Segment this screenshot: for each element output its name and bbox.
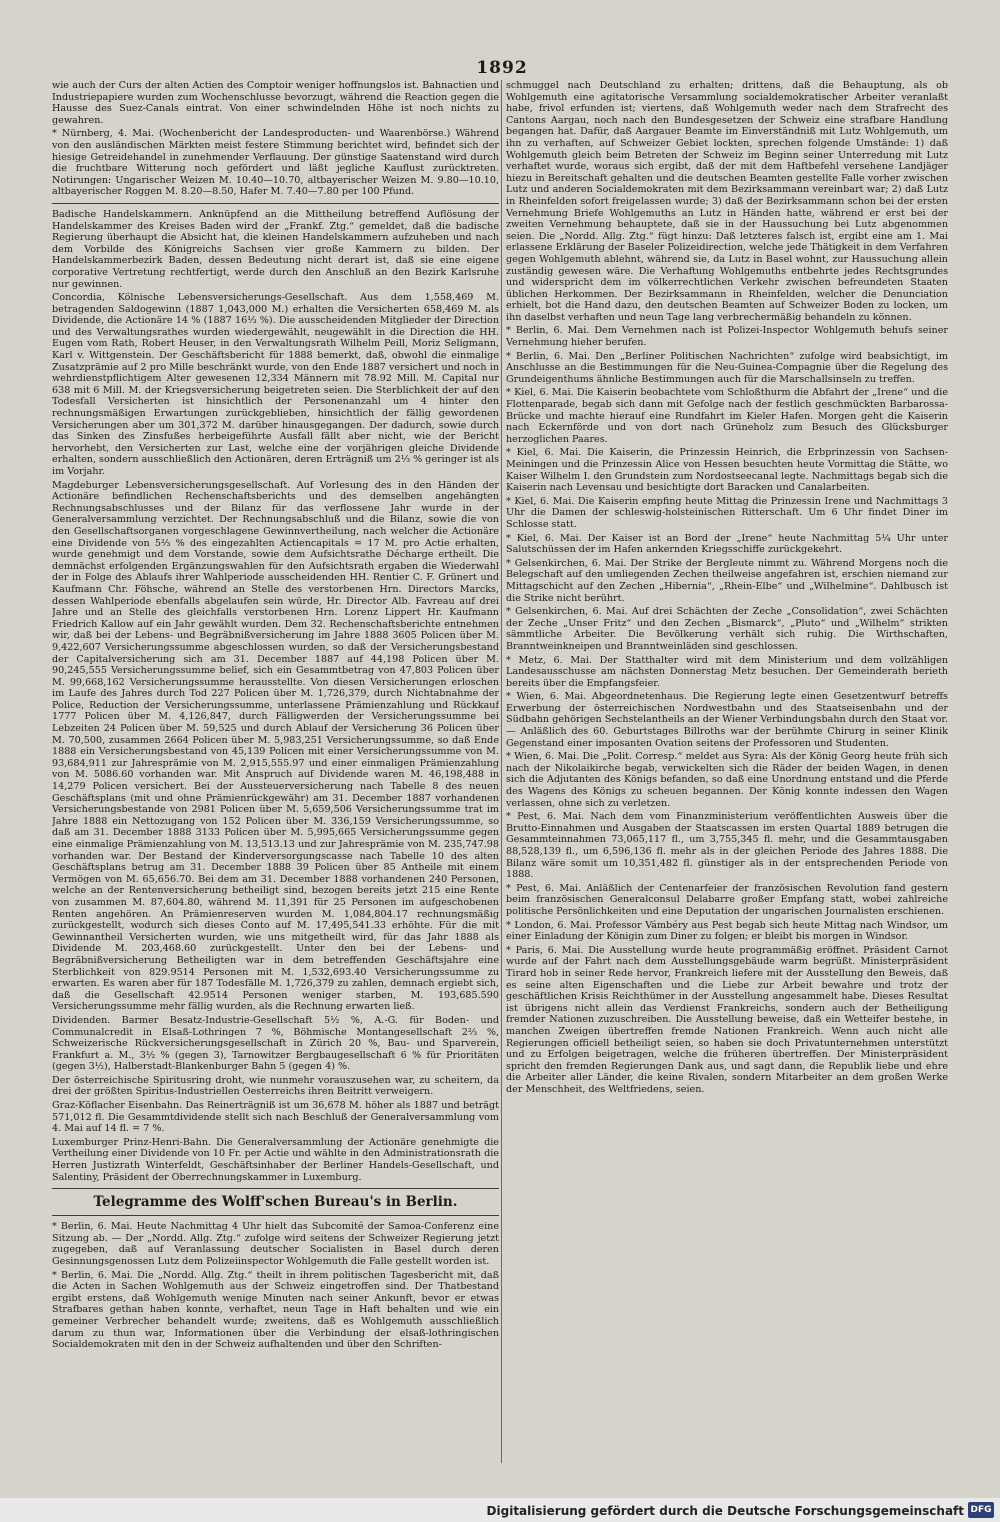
article-paragraph: Der österreichische Spiritusring droht, wie nunmehr vorauszusehen war, zu scheitern, da drei der größten Spiritus-Industriellen Oesterreichs ihren Beitritt verweigern. (52, 1074, 499, 1098)
telegram-paragraph: * Wien, 6. Mai. Die „Polit. Corresp.“ meldet aus Syra: Als der König Georg heute früh sich nach der Nikolaikirche begab, verwickelten sich die Räder der beiden Wagen, in denen sich die Adjutanten des Königs befanden, so daß eine Unordnung entstand und die Pferde des Wagens des Königs zu scheuen begannen. Der König konnte indessen den Wagen verlassen, ohne sich zu verletzen. (506, 751, 948, 809)
telegram-paragraph: * Kiel, 6. Mai. Die Kaiserin empfing heute Mittag die Prinzessin Irene und Nachmittags 3 Uhr die Damen der schleswig-holsteinischen Ritterschaft. Um 6 Uhr findet Diner im Schlosse statt. (506, 495, 948, 530)
telegram-heading: Telegramme des Wolff'schen Bureau's in Berlin. (93, 1194, 458, 1211)
article-paragraph: Concordia, Kölnische Lebensversicherungs-Gesellschaft. Aus dem 1,558,469 M. betragenden Saldogewinn (1887 1,043,000 M.) erhalten die Versicherten 658,469 M. als Dividende, die Actionäre 14 % (1887 16⅓ %). Die ausscheidenden Mitglieder der Direction und des Verwaltungsrathes wurden wiedergewählt, neugewählt in die Direction die HH. Eugen vom Rath, Robert Heuser, in den Verwaltungsrath Wilhelm Peill, Moriz Seligmann, Karl v. Wittgenstein. Der Geschäftsbericht für 1888 bemerkt, daß, obwohl die einmalige Zusatzprämie auf 2 pro Mille beschränkt wurde, von den Ende 1887 versichert und noch in wehrdienstpflichtigem Alter gewesenen 12,334 Männern mit 78.92 Mill. M. Capital nur 638 mit 6 Mill. M. der Kriegsversicherung beigetreten seien. Die Sterblichkeit der auf den Todesfall Versicherten ist hinsichtlich der Personenanzahl um 4 hinter den rechnungsmäßigen Erwartungen zurückgeblieben, hinsichtlich der fällig gewordenen Versicherungen aber um 301,372 M. darüber hinausgegangen. Der dadurch, sowie durch das Sinken des Zinsfußes herbeigeführte Ausfall fällt aber nicht, wie der Bericht hervorhebt, den Versicherten zur Last, welche eine der vorjährigen gleiche Dividende erhalten, sondern ausschließlich den Actionären, deren Erträgniß um 2⅓ % geringer ist als im Vorjahr. (52, 292, 499, 477)
divider (52, 203, 499, 204)
divider (52, 1188, 499, 1189)
right-column (506, 80, 948, 1463)
article-paragraph: Magdeburger Lebensversicherungsgesellschaft. Auf Vorlesung des in den Händen der Actionäre befindlichen Rechenschaftsberichts und des demselben angehängten Rechnungsabschlusses und der Bilanz für das verflossene Jahr wurde in der Generalversammlung verzichtet. Der Rechnungsabschluß und die Bilanz, sowie die von den Gesellschaftsorganen vorgeschlagene Gewinnvertheilung, nach welcher die Actionäre eine Dividende von 5⅔ % des eingezahlten Actiencapitals = 17 M. pro Actie erhalten, wurde genehmigt und dem Vorstande, sowie dem Aufsichtsrathe Décharge ertheilt. Die demnächst erfolgenden Ergänzungswahlen für den Aufsichtsrath ergaben die Wiederwahl der in Folge des Ablaufs ihrer Wahlperiode ausscheidenden HH. Rentier C. F. Grünert und Kaufmann Chr. Föhsche, während an Stelle des verstorbenen Hrn. Directors Marcks, dessen Wahlperiode ebenfalls abgelaufen sein würde, Hr. Director Alb. Favreau auf drei Jahre und an Stelle des gleichfalls verstorbenen Hrn. Lorenz Lippert Hr. Kaufmann Friedrich Kallow auf ein Jahr gewählt wurden. Dem 32. Rechenschaftsberichte entnehmen wir, daß bei der Lebens- und Begräbnißversicherung im Jahre 1888 3605 Policen über M. 9,422,607 Versicherungssumme abgeschlossen wurden, so daß der Versicherungsbestand der Capitalversicherung sich am 31. December 1887 auf 44,198 Policen über M. 90,245,555 Versicherungssumme belief, sich ein Gesammtbetrag von 47,803 Policen über M. 99,668,162 Versicherungssumme herausstellte. Von diesen Versicherungen erloschen im Laufe des Jahres durch Tod 227 Policen über M. 1,726,379, durch Nichtabnahme der Police, Reduction der Versicherungssumme, unterlassene Prämienzahlung und Rückkauf 1777 Policen über M. 4,126,847, durch Fälligwerden der Versicherungssumme bei Lebzeiten 24 Policen über M. 59,525 und durch Ablauf der Versicherung 36 Policen über M. 70,500, zusammen 2664 Policen über M. 5,983,251 Versicherungssumme, so daß Ende 1888 ein Versicherungsbestand von 45,139 Policen mit einer Versicherungssumme von M. 93,684,911 zur Jahresprämie von M. 2,915,555.97 und einer einmaligen Prämienzahlung von M. 5086.60 vorhanden war. Mit Anspruch auf Dividende waren M. 46,198,488 in 14,279 Policen versichert. Bei der Aussteuerversicherung nach Tabelle 8 des neuen Geschäftsplans (mit und ohne Prämienrückgewähr) am 31. December 1887 vorhandenen Versicherungsbestande von 2981 Policen über M. 5,659,506 Versicherungssumme trat im Jahre 1888 ein Nettozugang von 152 Policen über M. 336,159 Versicherungssumme, so daß am 31. December 1888 3133 Policen über M. 5,995,665 Versicherungssumme gegen eine einmalige Prämienzahlung von M. 13,513.13 und zur Jahresprämie von M. 235,747.98 vorhanden war. Der Bestand der Kinderversorgungscasse nach Tabelle 10 des alten Geschäftsplans betrug am 31. December 1888 39 Policen über 85 Antheile mit einem Vermögen von M. 65,656.70. Bei dem am 31. December 1888 vorhandenen 240 Personen, welche an der Rentenversicherung betheiligt sind, bezogen bereits jetzt 215 eine Rente von zusammen M. 87,604.80, während M. 11,391 für 25 Personen im aufgeschobenen Renten angehören. An Prämienreserven wurden M. 1,084,804.17 rechnungsmäßig zurückgestellt, wodurch sich dieses Conto auf M. 17,495,541.33 erhöhte. Für die mit Gewinnantheil Versicherten wurden, wie uns mitgetheilt wird, für das Jahr 1888 als Dividende M. 203,468.60 zurückgestellt. Unter den bei der Lebens- und Begräbnißversicherung Betheiligten war in dem betreffenden Geschäftsjahre eine Sterblichkeit von 829.9514 Personen mit M. 1,532,693.40 Versicherungssumme zu erwarten. Es waren aber für 187 Todesfälle M. 1,726,379 zu zahlen, demnach ergiebt sich, daß die Gesellschaft 42.9514 Personen weniger starben, M. 193,685.590 Versicherungssumme mehr fällig wurden, als die Rechnung erwarten ließ. (52, 479, 499, 1013)
article-paragraph: * Nürnberg, 4. Mai. (Wochenbericht der Landesproducten- und Waarenbörse.) Während von den ausländischen Märkten meist festere Stimmung berichtet wird, befindet sich der hiesige Getreidehandel in zunehmender Verflauung. Der günstige Saatenstand wird durch die fruchtbare Witterung noch gefördert und läßt jegliche Kauflust zurücktreten. Notirungen: Ungarischer Weizen M. 10.40—10.70, altbayerischer Weizen M. 9.80—10.10, altbayerischer Roggen M. 8.20—8.50, Hafer M. 7.40—7.80 per 100 Pfund. (52, 128, 499, 198)
divider (52, 1215, 499, 1216)
telegram-paragraph: * Gelsenkirchen, 6. Mai. Der Strike der Bergleute nimmt zu. Während Morgens noch die Belegschaft auf den umliegenden Zechen theilweise angefahren ist, erschien niemand zur Mittagschicht auf den Zechen „Hibernia“, „Rhein-Elbe“ und „Wilhelmine“. Dahlbusch ist die Strike nicht berührt. (506, 557, 948, 604)
left-articles (52, 80, 499, 1183)
telegram-paragraph: * Berlin, 6. Mai. Dem Vernehmen nach ist Polizei-Inspector Wohlgemuth behufs seiner Vernehmung hieher berufen. (506, 325, 948, 349)
telegram-paragraph: * Berlin, 6. Mai. Den „Berliner Politischen Nachrichten“ zufolge wird beabsichtigt, im Anschlusse an die Bestimmungen für die Neu-Guinea-Compagnie über die Regelung des Grundeigenthums ähnliche Bestimmungen auch für die Marschallsinseln zu treffen. (506, 350, 948, 385)
footer-credit: Digitalisierung gefördert durch die Deutsche Forschungsgemeinschaft (486, 1504, 964, 1518)
telegram-paragraph: * Pest, 6. Mai. Anläßlich der Centenarfeier der französischen Revolution fand gestern beim französischen Generalconsul Delabarre großer Empfang statt, wobei zahlreiche politische Persönlichkeiten und eine Deputation der ungarischen Journalisten erschienen. (506, 882, 948, 917)
article-paragraph: Dividenden. Barmer Besatz-Industrie-Gesellschaft 5½ %, A.-G. für Boden- und Communalcredit in Elsaß-Lothringen 7 %, Böhmische Montangesellschaft 2⅔ %, Schweizerische Rückversicherungsgesellschaft in Zürich 20 %, Bau- und Sparverein, Frankfurt a. M., 3½ % (gegen 3), Tarnowitzer Bergbaugesellschaft 6 % für Prioritäten (gegen 3½), Halberstadt-Blankenburger Bahn 5 (gegen 4) %. (52, 1014, 499, 1073)
telegram-paragraph: * Berlin, 6. Mai. Heute Nachmittag 4 Uhr hielt das Subcomité der Samoa-Conferenz eine Sitzung ab. — Der „Nordd. Allg. Ztg.“ zufolge wird seitens der Schweizer Regierung jetzt zugegeben, daß auf Veranlassung deutscher Socialisten in Basel durch deren Gesinnungsgenossen Lutz dem Polizeiinspector Wohlgemuth die Falle gestellt worden ist. (52, 1221, 499, 1267)
article-paragraph: Graz-Köflacher Eisenbahn. Das Reinerträgniß ist um 36,678 M. höher als 1887 und beträgt 571,012 fl. Die Gesammtdividende stellt sich nach Beschluß der Generalversammlung vom 4. Mai auf 14 fl. = 7 %. (52, 1100, 499, 1135)
telegram-articles (52, 1221, 499, 1351)
page-number: 1892 (476, 58, 528, 78)
telegram-paragraph: * Gelsenkirchen, 6. Mai. Auf drei Schächten der Zeche „Consolidation“, zwei Schächten der Zeche „Unser Fritz“ und den Zechen „Bismarck“, „Pluto“ und „Wilhelm“ strikten sämmtliche Arbeiter. Die Bevölkerung verhält sich ruhig. Die Wirthschaften, Branntweinkneipen und Branntweinläden sind geschlossen. (506, 606, 948, 652)
telegram-paragraph: * Paris, 6. Mai. Die Ausstellung wurde heute programmäßig eröffnet. Präsident Carnot wurde auf der Fahrt nach dem Ausstellungsgebäude warm begrüßt. Ministerpräsident Tirard hob in seiner Rede hervor, Frankreich liefere mit der Ausstellung den Beweis, daß es seine alten Eigenschaften und die Liebe zur Arbeit bewahre und trotz der geschäftlichen Krisis Reichthümer in der Ausstellung angesammelt habe. Dieses Resultat ist übrigens nicht allein das Verdienst Frankreichs, sondern auch der Betheiligung fremder Nationen zuzuschreiben. Die Ausstellung beweise, daß ein Wetteifer bestehe, in manchen Zweigen übertreffen fremde Nationen Frankreich. Wenn auch nicht alle Regierungen officiell betheiligt seien, so haben sie doch Privatunternehmen unterstützt und zu Erfolgen beigetragen, welche die früheren übertreffen. Der Ministerpräsident spricht den fremden Regierungen Dank aus, und sagt dann, die Republik liebe und ehre die Arbeiter aller Länder, die keine Rivalen, sondern Mitarbeiter an dem großen Werke der Menschheit, des Weltfriedens, seien. (506, 944, 948, 1095)
telegram-paragraph: * Wien, 6. Mai. Abgeordnetenhaus. Die Regierung legte einen Gesetzentwurf betreffs Erwerbung der österreichischen Nordwestbahn und des Staatseisenbahn und der Südbahn gehörigen Sechstelantheils an der Wiener Verbindungsbahn durch den Staat vor. — Anläßlich des 60. Geburtstages Billroths war der berühmte Chirurg in seiner Klinik Gegenstand einer imposanten Ovation seitens der Professoren und Studenten. (506, 691, 948, 749)
telegram-paragraph: * Metz, 6. Mai. Der Statthalter wird mit dem Ministerium und dem vollzähligen Landesausschusse am nächsten Donnerstag Metz besuchen. Der Gemeinderath berieth bereits über die Empfangsfeier. (506, 654, 948, 689)
column-rule (501, 80, 502, 1463)
article-paragraph: wie auch der Curs der alten Actien des Comptoir weniger hoffnungslos ist. Bahnactien und Industriepapiere wurden zum Wochenschlusse bevorzugt, während die Reaction gegen die Hausse des Suez-Canals eintrat. Von einer schwindelnden Höhe ist noch nichts zu gewahren. (52, 80, 499, 126)
telegram-paragraph: * Kiel, 6. Mai. Der Kaiser ist an Bord der „Irene“ heute Nachmittag 5¼ Uhr unter Salutschüssen der im Hafen ankernden Kriegsschiffe zurückgekehrt. (506, 532, 948, 556)
left-column (52, 80, 499, 1463)
telegram-paragraph: * Pest, 6. Mai. Nach dem vom Finanzministerium veröffentlichten Ausweis über die Brutto-Einnahmen und Ausgaben der Staatscassen im ersten Quartal 1889 betrugen die Gesammteinnahmen 73,065,117 fl., um 3,755,345 fl. mehr, und die Gesammtausgaben 88,528,139 fl., um 6,596,136 fl. mehr als in der gleichen Periode des Jahres 1888. Die Bilanz wäre somit um 10,351,482 fl. günstiger als in der entsprechenden Periode von 1888. (506, 811, 948, 881)
telegram-paragraph: * Kiel, 6. Mai. Die Kaiserin, die Prinzessin Heinrich, die Erbprinzessin von Sachsen-Meiningen und die Prinzessin Alice von Hessen besuchten heute Vormittag die Stätte, wo Kaiser Wilhelm I. den Grundstein zum Nordostseecanal legte. Nachmittags begab sich die Kaiserin nach Levensau und besichtigte dort Baracken und Canalarbeiten. (506, 447, 948, 494)
article-paragraph: Badische Handelskammern. Anknüpfend an die Mittheilung betreffend Auflösung der Handelskammer des Kreises Baden wird der „Frankf. Ztg.“ gemeldet, daß die badische Regierung überhaupt die Absicht hat, die kleinen Handelskammern aufzuheben und nach dem Vorbilde des Königreichs Sachsen vier große Kammern zu bilden. Der Handelskammerbezirk Baden, dessen Bedeutung nicht derart ist, daß sie eine eigene corporative Vertretung rechtfertigt, werde durch den Anschluß an den Bezirk Karlsruhe nur gewinnen. (52, 208, 499, 290)
telegram-paragraph: * London, 6. Mai. Professor Vámbéry aus Pest begab sich heute Mittag nach Windsor, um einer Einladung der Königin zum Diner zu folgen; er bleibt bis morgen in Windsor. (506, 919, 948, 943)
telegram-paragraph: schmuggel nach Deutschland zu erhalten; drittens, daß die Behauptung, als ob Wohlgemuth eine agitatorische Versammlung socialdemokratischer Arbeiter veranlaßt habe, frivol erfunden ist; viertens, daß Wohlgemuth weder nach dem Strafrecht des Cantons Aargau, noch nach den Bundesgesetzen der Schweiz eine strafbare Handlung begangen hat. Dafür, daß Aargauer Beamte im Einverständniß mit Lutz Wohlgemuth, um ihn zu verhaften, auf Schweizer Gebiet lockten, sprechen folgende Umstände: 1) daß Wohlgemuth gleich beim Betreten der Schweiz im Beginn seiner Unterredung mit Lutz verhaftet wurde, woraus sich ergibt, daß der mit dem Haftbefehl versehene Landjäger hiezu in Bereitschaft gehalten und die deutschen Beamten gestellte Falle vorher zwischen Lutz und anderen Socialdemokraten mit dem Bezirksammann vereinbart war; 2) daß Lutz in Rheinfelden sofort freigelassen wurde; 3) daß der Bezirksammann schon bei der ersten Vernehmung Briefe Wohlgemuths an Lutz in Händen hatte, während er erst bei der zweiten Vernehmung behauptete, daß sie in der Haussuchung bei Lutz abgenommen seien. Die „Nordd. Allg. Ztg.“ fügt hinzu: Daß letzteres falsch ist, ergibt eine am 1. Mai erlassene Erklärung der Baseler Polizeidirection, welche jede Thätigkeit in dem Verfahren gegen Wohlgemuth ablehnt, während sie, da Lutz in Basel wohnt, zur Haussuchung allein zuständig gewesen wäre. Die Verhaftung Wohlgemuths entbehrte jedes Rechtsgrundes und widerspricht dem im völkerrechtlichen Verkehr zwischen befreundeten Staaten üblichen Herkommen. Der Bezirksammann in Rheinfelden, welcher die Denunciation erhielt, bot die Hand dazu, den deutschen Beamten auf Schweizer Boden zu locken, um ihn daselbst verhaften und neun Tage lang verbrechermäßig behandeln zu können. (506, 80, 948, 323)
telegram-paragraph: * Berlin, 6. Mai. Die „Nordd. Allg. Ztg.“ theilt in ihrem politischen Tagesbericht mit, daß die Acten in Sachen Wohlgemuth aus der Schweiz eingetroffen sind. Der Thatbestand ergibt erstens, daß Wohlgemuth wenige Minuten nach seiner Ankunft, bevor er etwas Strafbares gethan haben konnte, verhaftet, neun Tage in Haft behalten und wie ein gemeiner Verbrecher behandelt wurde; zweitens, daß es Wohlgemuth ausschließlich darum zu thun war, Informationen über die Verbindung der elsaß-lothringischen Socialdemokraten mit den in der Schweiz aufhaltenden und über den Schriften- (52, 1269, 499, 1351)
article-paragraph: Luxemburger Prinz-Henri-Bahn. Die Generalversammlung der Actionäre genehmigte die Vertheilung einer Dividende von 10 Fr. per Actie und wählte in den Administrationsrath die Herren Justizrath Winterfeldt, Geschäftsinhaber der Berliner Handels-Gesellschaft, und Salentiny, Präsident der Oberrechnungskammer in Luxemburg. (52, 1136, 499, 1183)
dfg-logo: DFG (968, 1502, 994, 1518)
telegram-paragraph: * Kiel, 6. Mai. Die Kaiserin beobachtete vom Schloßthurm die Abfahrt der „Irene“ und die Flottenparade, begab sich dann mit Gefolge nach der festlich geschmückten Barbarossa-Brücke und machte hierauf eine Rundfahrt im Kieler Hafen. Morgen geht die Kaiserin nach Eckernförde und von dort nach Grüneholz zum Besuch des Glücksburger herzoglichen Paares. (506, 387, 948, 445)
